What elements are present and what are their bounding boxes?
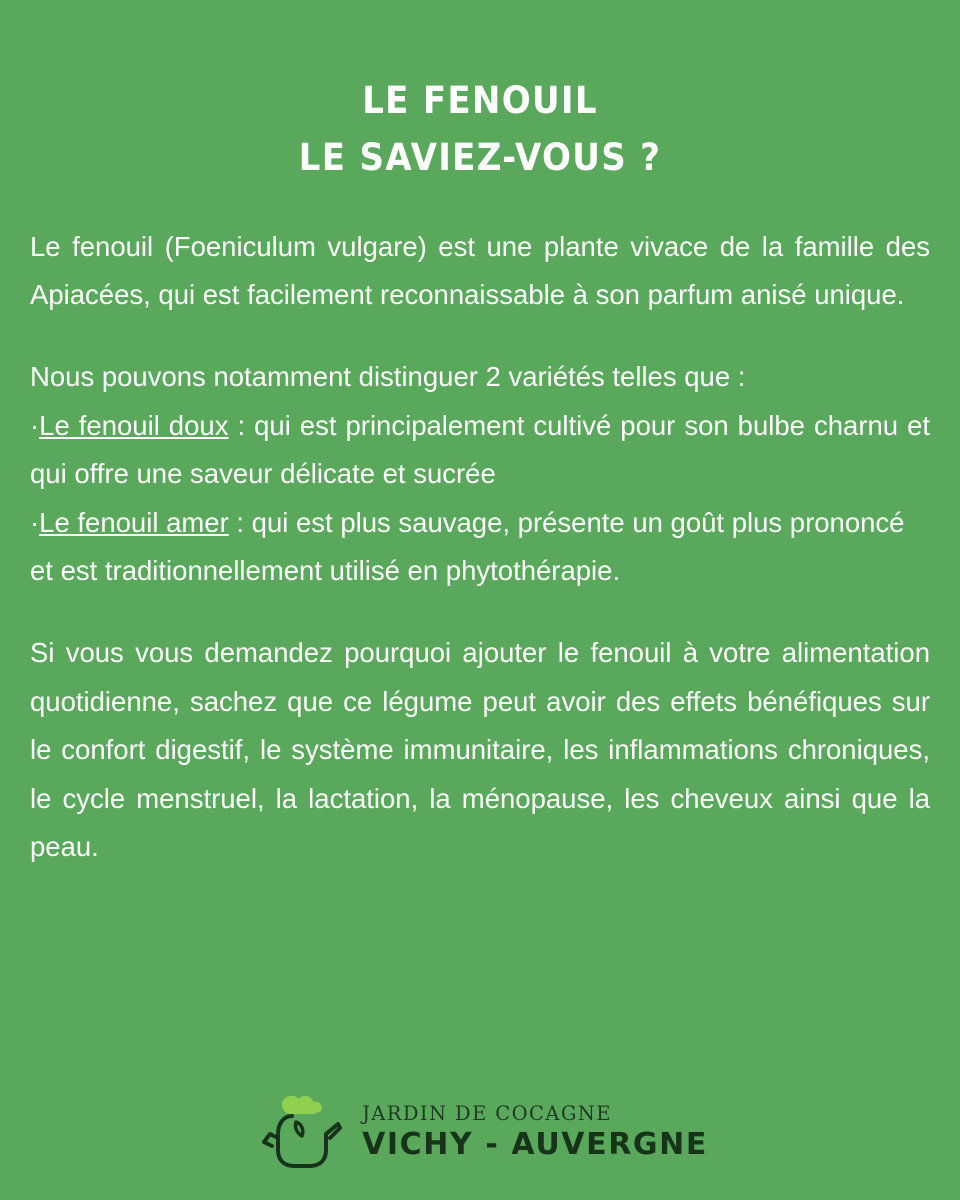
title-block	[30, 0, 930, 187]
bullet-marker-1: ·	[30, 409, 40, 441]
paragraph-benefits: Si vous vous demandez pourquoi ajouter le fenouil à votre alimentation quotidienne, sachez que ce légume peut avoir des effets bénéfiques sur le confort digestif, le système immunitaire, les inflammations chroniques, le cycle menstruel, la lactation, la ménopause, les cheveux ainsi que la peau.	[30, 637, 930, 862]
page-title-line-2: LE SAVIEZ-VOUS ?	[298, 136, 662, 180]
list-item-fenouil-doux	[30, 402, 930, 499]
watering-can-logo-icon	[252, 1090, 346, 1174]
paragraph-intro: Le fenouil (Foeniculum vulgare) est une plante vivace de la famille des Apiacées, qui est facilement reconnaissable à son parfum anisé unique.	[30, 230, 930, 311]
paragraph-spacer-1	[30, 319, 930, 353]
bullet-marker-2: ·	[30, 506, 40, 538]
logo-wordmark	[362, 1101, 708, 1163]
list-item-term-2: Le fenouil amer	[39, 506, 229, 538]
list-item-fenouil-amer	[30, 499, 930, 596]
page-title-line-1: LE FENOUIL	[362, 79, 598, 122]
paragraph-varieties-lead: Nous pouvons notamment distinguer 2 variétés telles que :	[30, 361, 746, 393]
logo-line-1: JARDIN DE COCAGNE	[362, 1101, 612, 1125]
footer-logo	[0, 1090, 960, 1174]
list-item-desc-1: : qui est principalement cultivé pour son bulbe charnu et qui offre une saveur délicate et sucrée	[30, 409, 931, 490]
logo-line-2: VICHY - AUVERGNE	[362, 1127, 708, 1163]
list-item-desc-2: : qui est plus sauvage, présente un goût plus prononcé et est traditionnellement utilisé en phytothérapie.	[30, 506, 905, 587]
body-text	[30, 223, 930, 872]
list-item-term-1: Le fenouil doux	[39, 409, 229, 441]
paragraph-spacer-2	[30, 595, 930, 629]
